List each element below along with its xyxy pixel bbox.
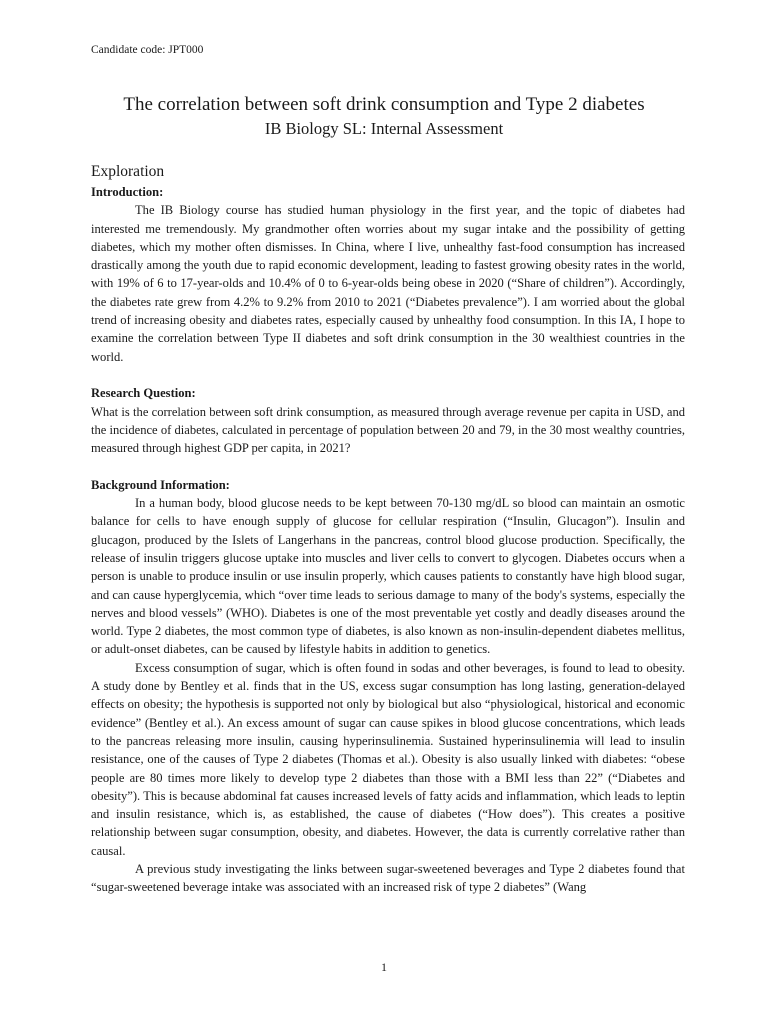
background-paragraph: In a human body, blood glucose needs to be kept between 70-130 mg/dL so blood can maintain an osmotic balance for cells to have enough supply of glucose for cellular respiration (“Insulin, Glucagon”). Insulin and glucagon, produced by the Islets of Langerhans in the pancreas, control blood glucose production. Specifically, the release of insulin triggers glucose uptake into muscles and liver cells to convert to glycogen. Diabetes occurs when a person is unable to produce insulin or use insulin properly, which causes patients to constantly have high blood sugar, and can cause hyperglycemia, which “over time leads to serious damage to many of the body's systems, especially the nerves and blood vessels” (WHO). Diabetes is one of the most preventable yet costly and deadly diseases around the world. Type 2 diabetes, the most common type of diabetes, is also known as non-insulin-dependent diabetes mellitus, or adult-onset diabetes, can be caused by lifestyle habits in addition to genetics.	[91, 496, 685, 657]
heading-research-question: Research Question:	[91, 386, 196, 401]
spacer	[91, 366, 685, 384]
background-paragraph: Excess consumption of sugar, which is often found in sodas and other beverages, is found to lead to obesity. A study done by Bentley et al. finds that in the US, excess sugar consumption has long lasting, generation-delayed effects on obesity; the hypothesis is supported not only by biological but also “physiological, historical and economic evidence” (Bentley et al.). An excess amount of sugar can cause spikes in blood glucose concentrations, which leads to the pancreas releasing more insulin, causing hyperinsulinemia. Sustained hyperinsulinemia will lead to insulin resistance, one of the causes of Type 2 diabetes (Thomas et al.). Obesity is also usually linked with diabetes: “obese people are 80 times more likely to develop type 2 diabetes than those with a BMI less than 22” (“Diabetes and obesity”). This is because abdominal fat causes increased levels of fatty acids and inflammation, which leads to leptin and insulin resistance, which is, as established, the cause of diabetes (“How does”). This creates a positive relationship between sugar consumption, obesity, and diabetes. However, the data is currently correlative rather than causal.	[91, 660, 685, 858]
section-heading-exploration: Exploration	[91, 163, 165, 180]
research-question-paragraph: What is the correlation between soft drink consumption, as measured through average revenue per capita in USD, and the incidence of diabetes, calculated in percentage of population between 20 and 79, in the 30 most wealthy countries, measured through highest GDP per capita, in 2021?	[91, 404, 685, 456]
document-title: The correlation between soft drink consumption and Type 2 diabetes	[123, 94, 645, 115]
spacer	[91, 457, 685, 475]
candidate-code: Candidate code: JPT000	[91, 44, 204, 56]
introduction-paragraph: The IB Biology course has studied human physiology in the first year, and the topic of diabetes had interested me tremendously. My grandmother often worries about my sugar intake and the possibility of getting diabetes, which my mother often dismisses. In China, where I live, unhealthy fast-food consumption has increased drastically among the youth due to rapid economic development, leading to fastest growing obesity rates in the world, with 19% of 6 to 17-year-olds and 10.4% of 0 to 6-year-olds being obese in 2020 (“Share of children”). Accordingly, the diabetes rate grew from 4.2% to 9.2% from 2010 to 2021 (“Diabetes prevalence”). I am worried about the global trend of increasing obesity and diabetes rates, especially caused by unhealthy food consumption. In this IA, I hope to examine the correlation between Type II diabetes and soft drink consumption in the 30 wealthiest countries in the world.	[91, 203, 685, 364]
page-number: 1	[381, 960, 387, 974]
heading-introduction: Introduction:	[91, 185, 164, 199]
background-paragraph: A previous study investigating the links between sugar-sweetened beverages and Type 2 diabetes found that “sugar-sweetened beverage intake was associated with an increased risk of type 2 diabetes” (Wang	[91, 861, 685, 895]
heading-background-information: Background Information:	[91, 477, 230, 492]
document-subtitle: IB Biology SL: Internal Assessment	[264, 119, 504, 138]
document-body	[91, 162, 685, 897]
